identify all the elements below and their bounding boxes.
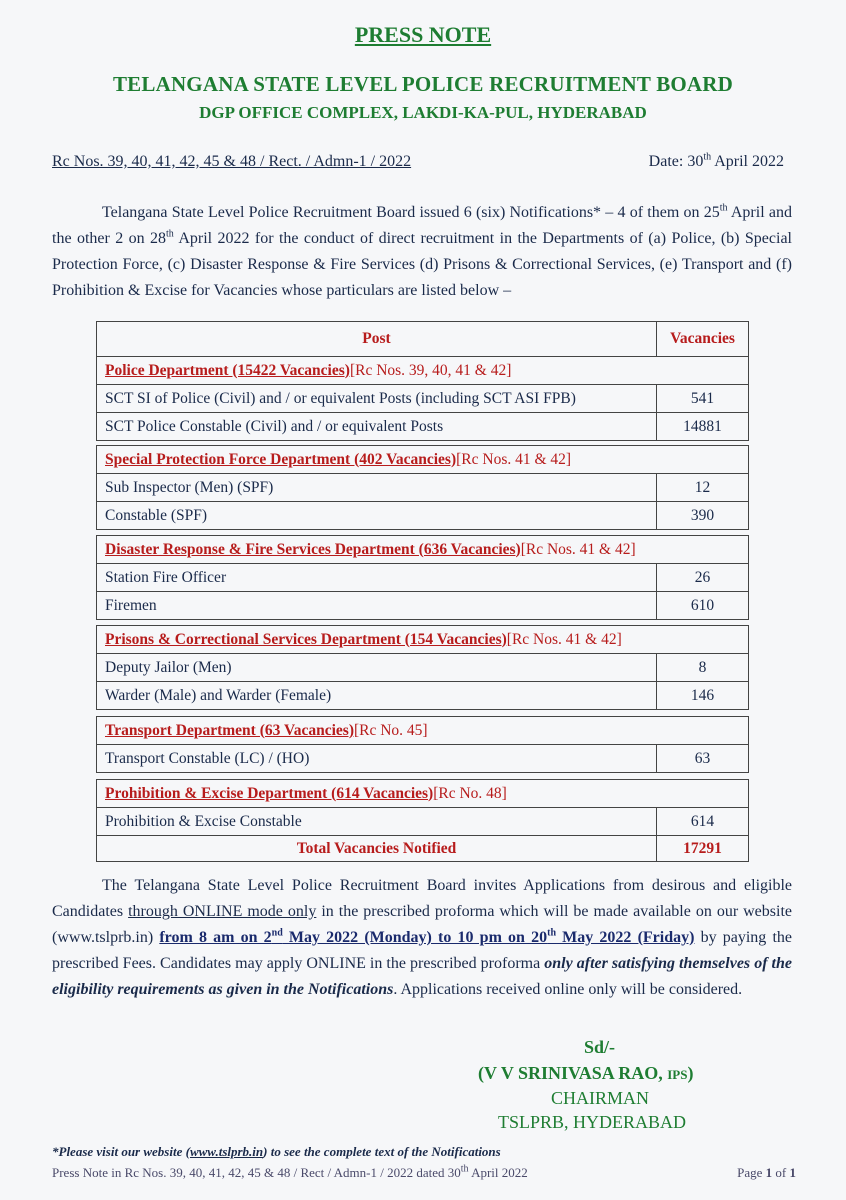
page-number: Page 1 of 1 bbox=[737, 1165, 796, 1180]
table-header bbox=[97, 322, 748, 356]
org-name: TELANGANA STATE LEVEL POLICE RECRUITMENT BOARD bbox=[112, 72, 734, 96]
post-column-header: Post bbox=[362, 330, 391, 347]
vacancy-table-prisons bbox=[96, 625, 749, 710]
table-row: Sub Inspector (Men) (SPF) 12 bbox=[97, 473, 748, 501]
table-row: SCT Police Constable (Civil) and / or equivalent Posts 14881 bbox=[97, 412, 748, 440]
vacancy-table-transport bbox=[96, 716, 749, 773]
signatory-name: (V V SRINIVASA RAO, IPS) bbox=[478, 1063, 694, 1083]
website-link[interactable]: www.tslprb.in bbox=[189, 1144, 264, 1159]
intro-paragraph: Telangana State Level Police Recruitment Board issued 6 (six) Notifications* – 4 of them on 25th April and the other 2 on 28th April 2022 for the conduct of direct recruitment in the Departments of (a) Police, (b) Special Protection Force, (c) Disaster Response & Fire Services (d) Prisons & Correctional Services, (e) Transport and (f) Prohibition & Excise for Vacancies whose particulars are listed below – bbox=[52, 202, 793, 299]
reference-number: Rc Nos. 39, 40, 41, 42, 45 & 48 / Rect. / Admn-1 / 2022 bbox=[52, 153, 412, 170]
table-row: Station Fire Officer 26 bbox=[97, 563, 748, 591]
signature-sd: Sd/- bbox=[584, 1037, 616, 1057]
table-row: Constable (SPF) 390 bbox=[97, 501, 748, 529]
section-heading: Police Department (15422 Vacancies) [Rc Nos. 39, 40, 41 & 42] bbox=[97, 356, 748, 384]
section-heading: Transport Department (63 Vacancies) [Rc No. 45] bbox=[105, 721, 428, 739]
table-row: SCT SI of Police (Civil) and / or equivalent Posts (including SCT ASI FPB) 541 bbox=[97, 384, 748, 412]
vacancy-table-excise bbox=[96, 779, 749, 862]
table-row: Warder (Male) and Warder (Female) 146 bbox=[97, 681, 748, 709]
section-heading: Disaster Response & Fire Services Department (636 Vacancies) [Rc Nos. 41 & 42] bbox=[105, 540, 636, 558]
section-heading: Prisons & Correctional Services Department (154 Vacancies) [Rc Nos. 41 & 42] bbox=[105, 630, 622, 648]
table-row: Prohibition & Excise Constable 614 bbox=[97, 807, 748, 835]
issue-date: Date: 30th April 2022 bbox=[648, 151, 784, 170]
section-heading: Prohibition & Excise Department (614 Vacancies) [Rc No. 48] bbox=[105, 784, 507, 802]
signatory-designation: CHAIRMAN bbox=[551, 1088, 650, 1108]
page-title: PRESS NOTE bbox=[354, 22, 492, 47]
vacancy-table-police bbox=[96, 321, 749, 441]
vacancy-table-spf bbox=[96, 445, 749, 530]
signatory-office: TSLPRB, HYDERABAD bbox=[498, 1112, 687, 1132]
footer-reference: Press Note in Rc Nos. 39, 40, 41, 42, 45 & 48 / Rect / Admn-1 / 2022 dated 30th April 2022 bbox=[52, 1163, 528, 1180]
website-note: *Please visit our website (www.tslprb.in) to see the complete text of the Notifications bbox=[52, 1144, 501, 1159]
total-value: 17291 bbox=[656, 836, 748, 861]
total-label: Total Vacancies Notified bbox=[296, 839, 457, 857]
table-row: Transport Constable (LC) / (HO) 63 bbox=[97, 744, 748, 772]
vacancy-table-fire bbox=[96, 535, 749, 620]
application-paragraph: The Telangana State Level Police Recruitment Board invites Applications from desirous and eligible Candidates through ONLINE mode only in the prescribed proforma which will be made available on our website (www.tslprb.in) from 8 am on 2nd May 2022 (Monday) to 10 pm on 20th May 2022 (Friday) by paying the prescribed Fees. Candidates may apply ONLINE in the prescribed proforma only after satisfying themselves of the eligibility requirements as given in the Notifications. Applications received online only will be considered. bbox=[52, 877, 793, 998]
org-address: DGP OFFICE COMPLEX, LAKDI-KA-PUL, HYDERABAD bbox=[199, 103, 647, 122]
section-heading: Special Protection Force Department (402 Vacancies) [Rc Nos. 41 & 42] bbox=[105, 450, 572, 468]
table-row: Firemen 610 bbox=[97, 591, 748, 619]
total-row bbox=[97, 835, 748, 861]
table-row: Deputy Jailor (Men) 8 bbox=[97, 653, 748, 681]
vacancies-column-header: Vacancies bbox=[656, 322, 748, 356]
